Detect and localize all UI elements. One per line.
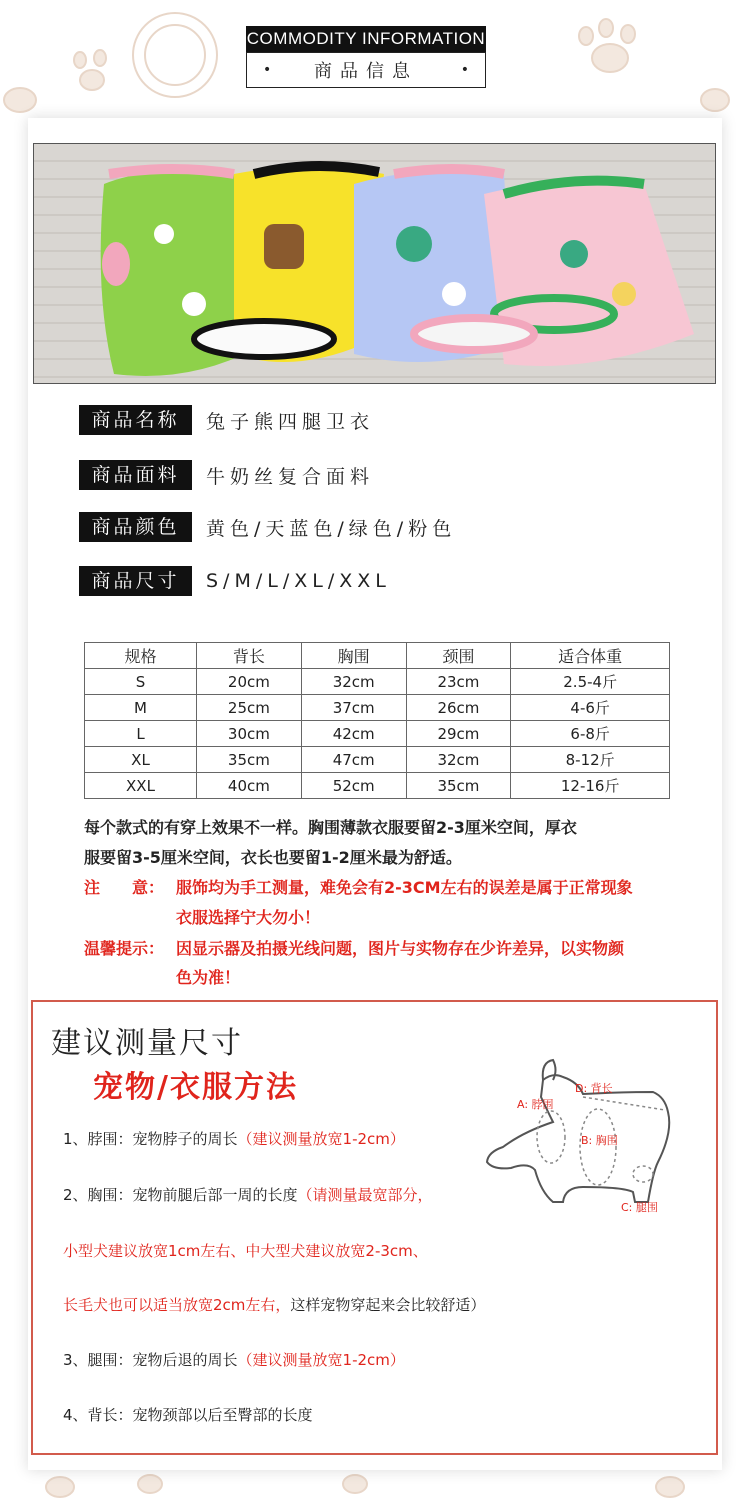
fit-note-line-2: 服要留3-5厘米空间，衣长也要留1-2厘米最为舒适。 [84,848,462,867]
table-cell: 23cm [406,669,511,695]
table-header-cell: 胸围 [301,643,406,669]
measure-item-text: 这样宠物穿起来会比较舒适） [290,1296,486,1314]
table-cell: 8-12斤 [511,747,670,773]
measure-item-hint: （请测量最宽部分， [297,1186,433,1204]
table-cell: 4-6斤 [511,695,670,721]
measure-item-chest-line-3 [63,1294,485,1315]
tip-label: 温馨提示： [84,939,165,958]
dot-right: • [460,62,469,78]
measure-subtitle: 宠物/衣服方法 [93,1070,298,1105]
product-info-title: 商品信息 [314,61,418,82]
dog-label-c: C: 腿围 [621,1201,658,1214]
table-row [85,773,670,799]
tip-text-1: 因显示器及拍摄光线问题，图片与实物存在少许差异，以实物颜 [176,939,625,958]
measure-item-neck [63,1128,405,1149]
info-label: 商品颜色 [79,512,192,542]
table-cell: 30cm [197,721,302,747]
table-cell: 32cm [301,669,406,695]
table-cell: 40cm [197,773,302,799]
table-row [85,695,670,721]
table-header-cell: 规格 [85,643,197,669]
info-row-name [79,405,374,435]
table-cell: XL [85,747,197,773]
info-row-fabric [79,460,374,490]
table-cell: 42cm [301,721,406,747]
fit-note-line-1: 每个款式的有穿上效果不一样。胸围薄款衣服要留2-3厘米空间，厚衣 [84,818,577,837]
measure-title: 建议测量尺寸 [51,1026,243,1061]
info-value: 兔子熊四腿卫衣 [206,410,375,433]
size-table [84,642,670,799]
info-row-size [79,566,391,596]
table-cell: M [85,695,197,721]
measure-item-back: 4、背长：宠物颈部以后至臀部的长度 [63,1406,313,1424]
product-info-heading [246,52,486,88]
table-cell: 37cm [301,695,406,721]
table-row [85,669,670,695]
table-cell: XXL [85,773,197,799]
attention-text-2: 衣服选择宁大勿小！ [176,908,321,927]
table-cell: 2.5-4斤 [511,669,670,695]
table-row [85,747,670,773]
table-header-cell: 适合体重 [511,643,670,669]
table-cell: L [85,721,197,747]
measure-item-text: 1、脖围：宠物脖子的周长 [63,1130,238,1148]
table-cell: 47cm [301,747,406,773]
measure-item-hint: （建议测量放宽1-2cm） [237,1351,405,1369]
measure-item-hint: （建议测量放宽1-2cm） [237,1130,405,1148]
commodity-information-heading: COMMODITY INFORMATION [246,26,486,52]
table-cell: 20cm [197,669,302,695]
measurement-guide [31,1000,718,1455]
info-value: S/M/L/XL/XXL [206,570,391,592]
table-cell: 12-16斤 [511,773,670,799]
info-label: 商品尺寸 [79,566,192,596]
tip-text-2: 色为准！ [176,968,241,987]
table-row [85,721,670,747]
table-header-cell: 背长 [197,643,302,669]
table-cell: 29cm [406,721,511,747]
dog-label-a: A: 脖围 [517,1098,554,1111]
table-cell: 52cm [301,773,406,799]
dog-label-b: B: 胸围 [581,1134,618,1147]
info-label: 商品面料 [79,460,192,490]
dog-label-d: D: 背长 [575,1082,613,1095]
attention-text-1: 服饰均为手工测量，难免会有2-3CM左右的误差是属于正常现象 [176,878,633,897]
product-photo [33,143,716,384]
measure-item-text: 3、腿围：宠物后退的周长 [63,1351,238,1369]
info-value: 牛奶丝复合面料 [206,465,375,488]
measure-item-leg [63,1349,405,1370]
info-label: 商品名称 [79,405,192,435]
measure-item-text: 2、胸围：宠物前腿后部一周的长度 [63,1186,298,1204]
table-cell: 35cm [406,773,511,799]
info-row-color [79,512,456,542]
table-cell: 6-8斤 [511,721,670,747]
table-cell: S [85,669,197,695]
dot-left: • [263,62,272,78]
measure-item-hint: 长毛犬也可以适当放宽2cm左右， [63,1296,291,1314]
table-cell: 35cm [197,747,302,773]
table-cell: 26cm [406,695,511,721]
info-value: 黄色/天蓝色/绿色/粉色 [206,517,457,540]
measure-item-chest [63,1184,433,1205]
attention-label: 注 意： [84,878,165,897]
table-cell: 25cm [197,695,302,721]
measure-item-chest-line-2: 小型犬建议放宽1cm左右、中大型犬建议放宽2-3cm、 [63,1242,428,1260]
table-header-row [85,643,670,669]
table-header-cell: 颈围 [406,643,511,669]
table-cell: 32cm [406,747,511,773]
